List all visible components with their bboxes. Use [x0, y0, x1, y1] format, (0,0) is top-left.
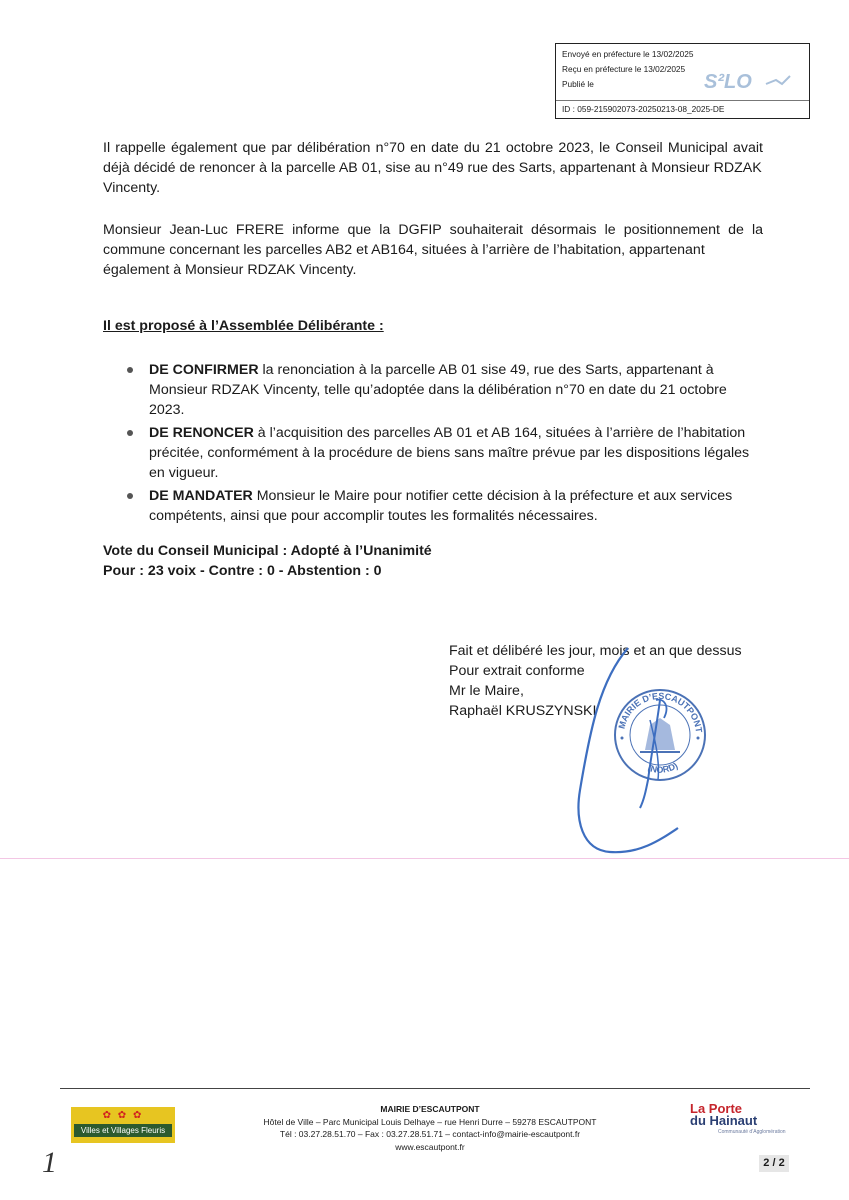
villes-fleuris-label: Villes et Villages Fleuris: [74, 1124, 172, 1137]
proposal-item-text: à l’acquisition des parcelles AB 01 et AB 164, situées à l’arrière de l’habitation précitée, conformément à la procédure de biens sans maître prévue par les dispositions légales en vigueur.: [149, 425, 750, 481]
svg-text:MAIRIE D’ESCAUTPONT: MAIRIE D’ESCAUTPONT: [616, 690, 704, 734]
stamp-sent: Envoyé en préfecture le 13/02/2025: [562, 49, 694, 59]
stamp-received: Reçu en préfecture le 13/02/2025: [562, 64, 686, 74]
paragraph-rappel-end: Vincenty.: [103, 180, 161, 196]
footer-web: www.escautpont.fr: [395, 1141, 465, 1152]
vote-line-1: Vote du Conseil Municipal : Adopté à l’Unanimité: [103, 543, 432, 559]
footer-info: [200, 1103, 660, 1153]
vote-line-2: Pour : 23 voix - Contre : 0 - Abstention : 0: [103, 563, 382, 579]
page-number: 2 / 2: [759, 1155, 789, 1172]
paragraph-rappel-body: Il rappelle également que par délibération n°70 en date du 21 octobre 2023, le Conseil Municipal avait déjà décidé de renoncer à la parcelle AB 01, sise au n°49 rue des Sarts, appartenant à Monsieur RDZAK: [103, 140, 763, 176]
proposal-item-text: la renonciation à la parcelle AB 01 sise 49, rue des Sarts, appartenant à Monsieur RDZAK Vincenty, telle qu’adoptée dans la délibération n°70 en date du 21 octobre 2023.: [149, 362, 727, 418]
paragraph-rappel: [103, 138, 763, 198]
signature-line-1: Fait et délibéré les jour, mois et an que dessus: [449, 643, 742, 659]
villes-fleuris-logo: [71, 1107, 175, 1143]
s2lo-logo-icon: [704, 66, 799, 96]
proposal-item-verb: DE CONFIRMER: [149, 362, 259, 378]
paragraph-dgfip-body: Monsieur Jean-Luc FRERE informe que la DGFIP souhaiterait désormais le positionnement de la commune concernant les parcelles AB2 et AB164, situées à l’arrière de l’habitation, appartenant: [103, 222, 763, 258]
svg-text:1: 1: [42, 1146, 57, 1179]
handwritten-signature-icon: [560, 640, 700, 870]
stamp-divider: [556, 100, 809, 101]
proposal-item: [103, 423, 763, 483]
handwritten-number-icon: [40, 1140, 64, 1180]
footer-divider: [60, 1088, 810, 1089]
paragraph-dgfip-end: également à Monsieur RDZAK Vincenty.: [103, 262, 357, 278]
proposal-list: [103, 360, 763, 529]
page-guide-line: [0, 858, 849, 859]
proposal-item-text: Monsieur le Maire pour notifier cette décision à la préfecture et aux services compétents, ainsi que pour accomplir toutes les formalités nécessaires.: [149, 488, 733, 524]
flower-icon: ✿ ✿ ✿: [102, 1110, 144, 1121]
porte-logo-line-1: La Porte: [690, 1101, 743, 1116]
porte-du-hainaut-logo: [690, 1103, 790, 1135]
svg-text:(NORD): (NORD): [646, 760, 680, 775]
proposal-item: [103, 486, 763, 526]
prefecture-stamp: [555, 43, 810, 119]
stamp-published: Publié le: [562, 79, 594, 89]
svg-text:S²LO: S²LO: [704, 71, 752, 93]
porte-logo-sub: Communauté d’Agglomération: [718, 1129, 786, 1135]
footer-name: MAIRIE D’ESCAUTPONT: [380, 1104, 480, 1114]
footer-address: Hôtel de Ville – Parc Municipal Louis Delhaye – rue Henri Durre – 59278 ESCAUTPONT: [263, 1116, 597, 1127]
signature-line-3: Mr le Maire,: [449, 683, 524, 699]
porte-logo-line-2: du Hainaut: [690, 1113, 758, 1128]
proposal-item-verb: DE RENONCER: [149, 425, 254, 441]
proposal-heading: Il est proposé à l’Assemblée Délibérante :: [103, 318, 384, 334]
proposal-item-verb: DE MANDATER: [149, 488, 253, 504]
vote-result: [103, 541, 432, 581]
signature-line-4: Raphaël KRUSZYNSKI: [449, 703, 597, 719]
proposal-item: [103, 360, 763, 420]
paragraph-dgfip: [103, 220, 763, 280]
signature-line-2: Pour extrait conforme: [449, 663, 585, 679]
footer-contact: Tél : 03.27.28.51.70 – Fax : 03.27.28.51.71 – contact-info@mairie-escautpont.fr: [279, 1129, 581, 1139]
stamp-id: ID : 059-215902073-20250213-08_2025-DE: [562, 104, 725, 114]
